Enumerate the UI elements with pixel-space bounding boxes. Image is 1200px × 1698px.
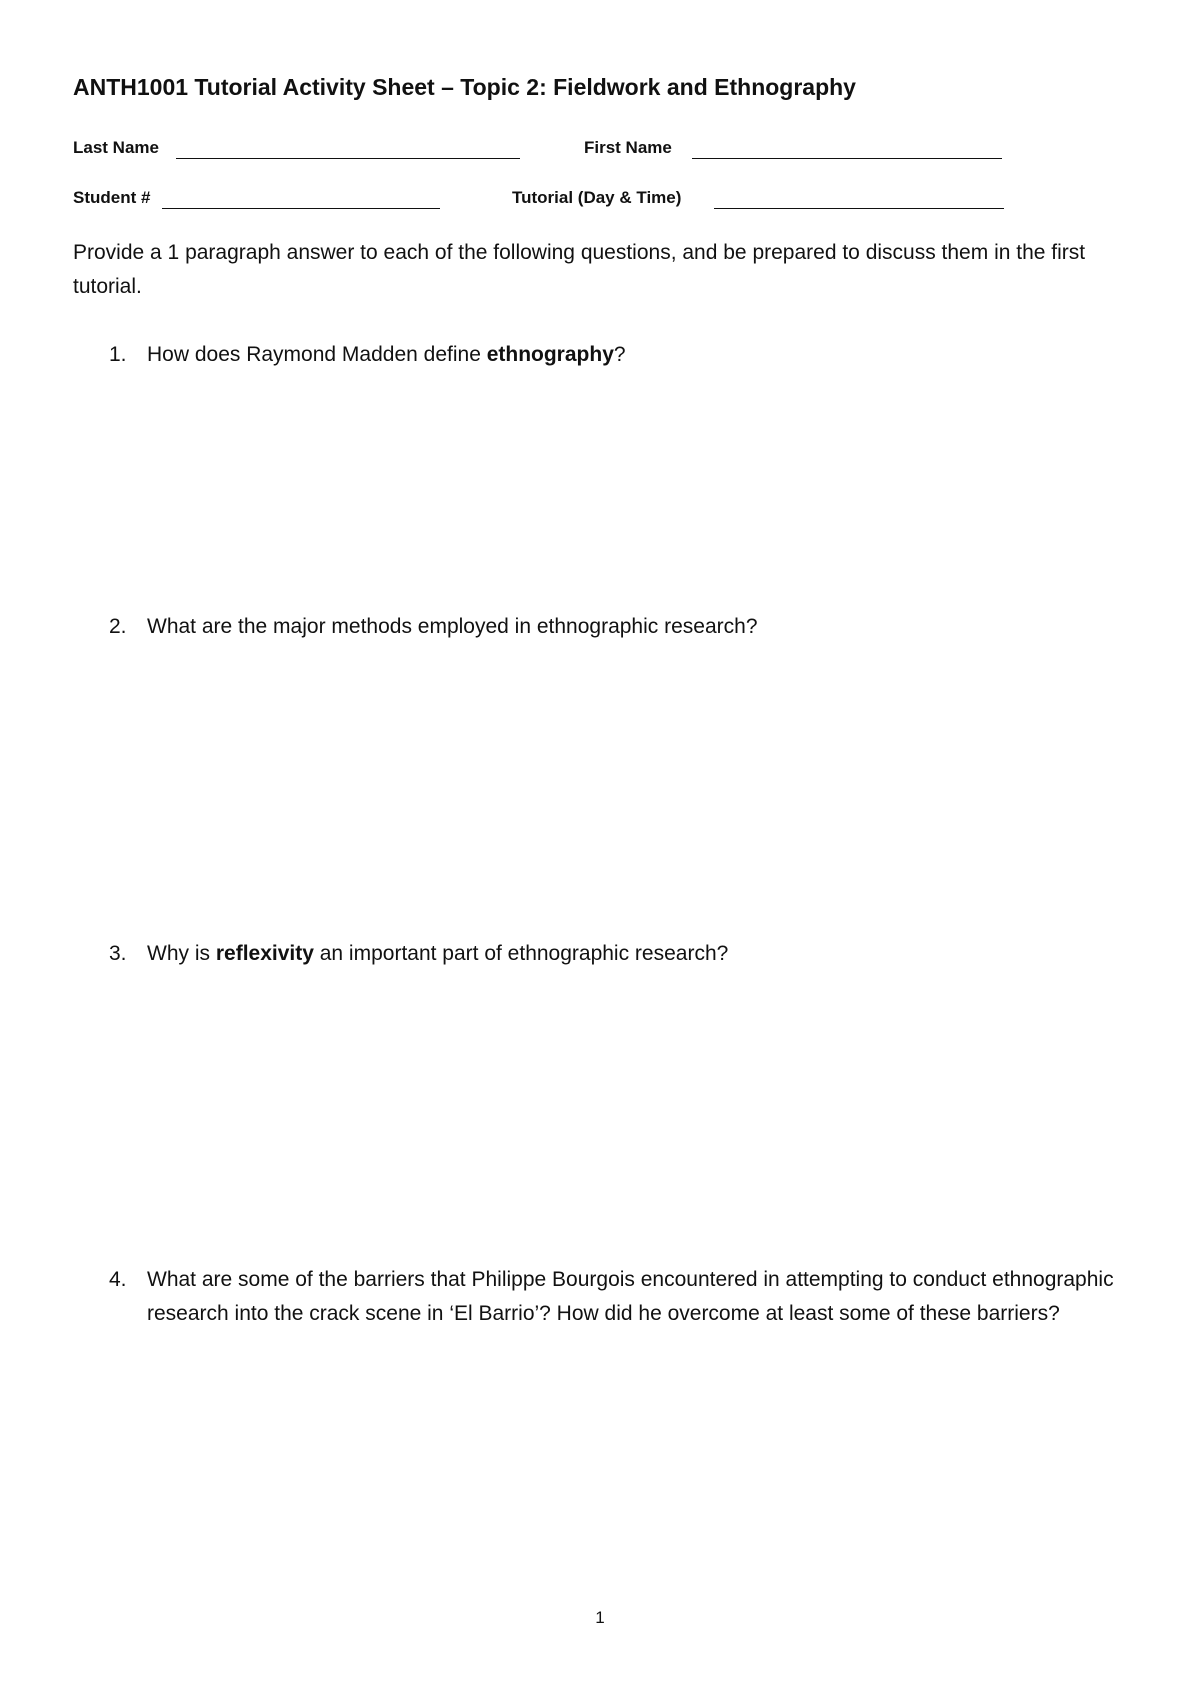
- question-text: [147, 610, 1133, 644]
- tutorial-field[interactable]: [714, 208, 1004, 209]
- question-text: [147, 937, 1133, 971]
- question-number: 1.: [109, 343, 127, 366]
- question-text: [147, 338, 1133, 372]
- page-title: ANTH1001 Tutorial Activity Sheet – Topic 2: Fieldwork and Ethnography: [73, 74, 856, 100]
- page-number: 1: [595, 1608, 605, 1627]
- question-2: [73, 610, 1133, 644]
- question-number: 4.: [109, 1268, 127, 1291]
- last-name-label: Last Name: [73, 138, 159, 157]
- question-3: [73, 937, 1133, 971]
- question-text-part: an important part of ethnographic research?: [313, 942, 729, 965]
- question-text-part: ?: [613, 343, 626, 366]
- instructions: Provide a 1 paragraph answer to each of the following questions, and be prepared to discuss them in the first tutorial.: [73, 241, 1086, 298]
- first-name-field[interactable]: [692, 158, 1002, 159]
- question-number: 2.: [109, 615, 127, 638]
- question-text-part: What are the major methods employed in ethnographic research?: [147, 615, 758, 638]
- question-text: What are some of the barriers that Philippe Bourgois encountered in attempting to conduct ethnographic research into the crack scene in ‘El Barrio’? How did he overcome at least some of these barriers?: [147, 1268, 1114, 1325]
- question-1: [73, 338, 1133, 372]
- tutorial-label: Tutorial (Day & Time): [512, 188, 682, 207]
- last-name-field[interactable]: [176, 158, 520, 159]
- student-number-label: Student #: [73, 188, 151, 207]
- first-name-label: First Name: [584, 138, 672, 157]
- question-emphasis: reflexivity: [215, 942, 314, 965]
- student-number-field[interactable]: [162, 208, 440, 209]
- question-emphasis: ethnography: [486, 343, 614, 366]
- question-4: [73, 1263, 1133, 1331]
- question-text-part: Why is: [147, 942, 216, 965]
- question-number: 3.: [109, 942, 127, 965]
- question-text-part: How does Raymond Madden define: [147, 343, 487, 366]
